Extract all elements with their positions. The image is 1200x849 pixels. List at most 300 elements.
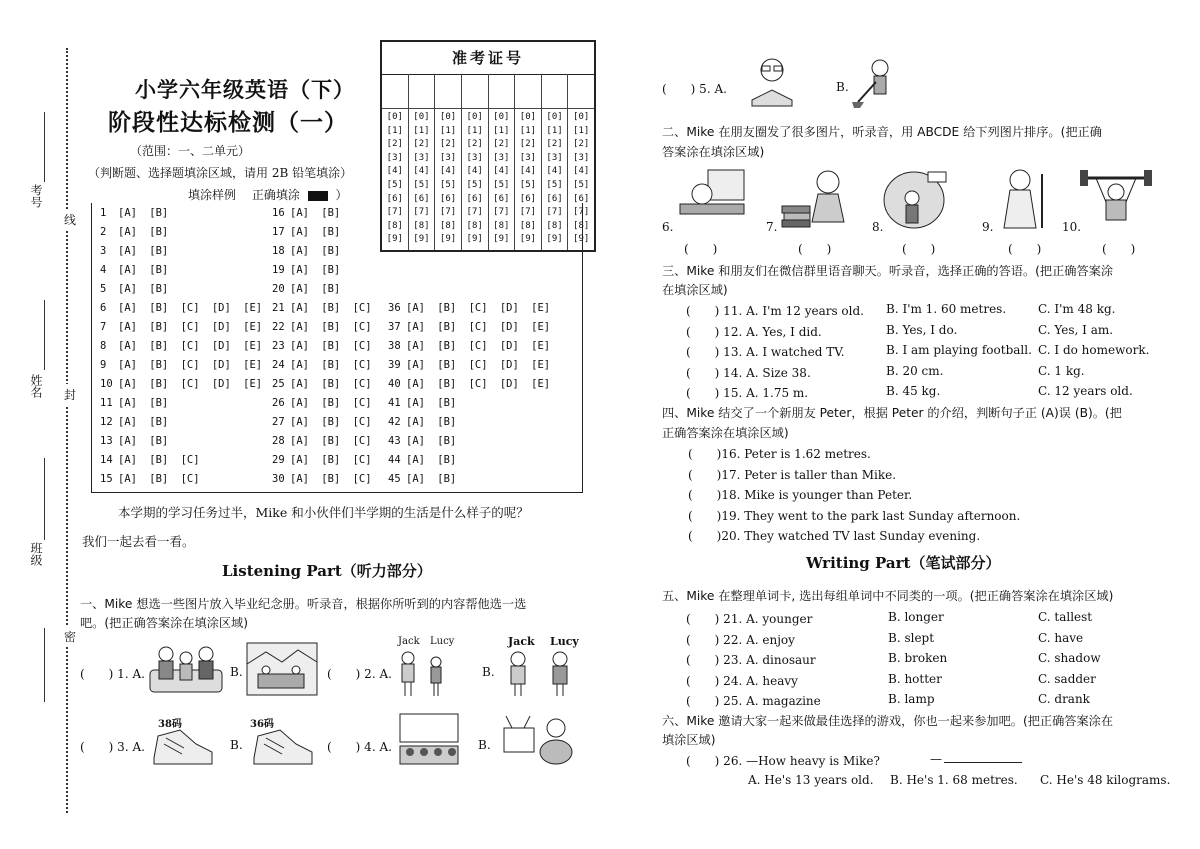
q1-label: ( ) 1. A.	[80, 667, 145, 681]
exam-id-digit-bubble[interactable]: [4]	[466, 166, 483, 177]
answer-number: 9	[100, 359, 107, 371]
answer-number: 37	[388, 321, 401, 333]
section3-line1: 三、Mike 和朋友们在微信群里语音聊天。听录音，选择正确的答语。(把正确答案涂	[662, 264, 1114, 278]
exam-id-digit-bubble[interactable]: [0]	[466, 112, 483, 122]
exam-id-digit-bubble[interactable]: [2]	[546, 139, 563, 150]
exam-id-digit-bubble[interactable]: [1]	[546, 125, 563, 136]
q13-option-c[interactable]: C. I do homework.	[1038, 343, 1150, 357]
answer-number: 1	[100, 207, 107, 219]
answer-item	[100, 321, 262, 333]
answer-item	[388, 340, 550, 352]
answer-number: 40	[388, 378, 401, 390]
boy-sweeping-picture	[850, 58, 900, 110]
answer-bubbles[interactable]: [A] [B] [C]	[290, 397, 372, 409]
section3-line2: 在填涂区域)	[662, 283, 728, 297]
answer-item	[100, 454, 200, 466]
old-man-picture	[996, 164, 1052, 232]
filled-mark-icon	[308, 191, 328, 201]
exam-id-digit-bubble[interactable]: [3]	[573, 152, 590, 163]
q11-option-c[interactable]: C. I'm 48 kg.	[1038, 302, 1116, 316]
exam-id-digit-bubble[interactable]: [5]	[573, 179, 590, 190]
answer-number: 42	[388, 416, 401, 428]
q8-blank: ( )	[902, 242, 936, 256]
answer-number: 26	[272, 397, 285, 409]
binding-dotted-line	[66, 48, 68, 813]
answer-bubbles[interactable]: [A] [B] [C]	[290, 473, 372, 485]
answer-bubbles[interactable]: [A] [B] [C] [D] [E]	[406, 378, 551, 390]
exam-id-digit-bubble[interactable]: [4]	[386, 166, 403, 177]
q26-option-a: A. He's 13 years old.	[748, 773, 874, 787]
exam-id-digit-bubble[interactable]: [9]	[546, 234, 563, 245]
sample-close: ）	[335, 188, 348, 202]
q2a-jack: Jack	[398, 636, 420, 647]
exam-id-digit-bubble[interactable]: [9]	[439, 234, 457, 245]
answer-bubbles[interactable]: [A] [B]	[118, 397, 169, 409]
answer-bubbles[interactable]: [A] [B]	[118, 264, 169, 276]
q23-option-b[interactable]: B. broken	[888, 651, 948, 665]
exam-id-digit-bubble[interactable]: [7]	[493, 207, 510, 218]
watch-tv-picture	[500, 710, 576, 768]
answer-number: 24	[272, 359, 285, 371]
exam-id-digit-bubble[interactable]: [2]	[466, 139, 483, 150]
answer-number: 41	[388, 397, 401, 409]
answer-bubbles[interactable]: [A] [B] [C]	[118, 454, 200, 466]
answer-bubbles[interactable]: [A] [B] [C] [D] [E]	[118, 359, 263, 371]
exam-id-digit-bubble[interactable]: [1]	[519, 125, 537, 136]
section2-line1: 二、Mike 在朋友圈发了很多图片，听录音，用 ABCDE 给下列图片排序。(把正确	[662, 125, 1102, 139]
exam-id-digit-bubble[interactable]: [5]	[546, 179, 563, 190]
exam-id-write-cell[interactable]	[542, 74, 568, 109]
answer-row	[100, 226, 570, 245]
intro-line1: 本学期的学习任务过半，Mike 和小伙伴们半学期的生活是什么样子的呢？	[118, 505, 529, 520]
q19-statement: ( )19. They went to the park last Sunday afternoon.	[688, 508, 1021, 523]
q26-blank-line	[944, 762, 1022, 763]
answer-number: 22	[272, 321, 285, 333]
exam-id-digit-bubble[interactable]: [2]	[573, 139, 590, 150]
answer-row	[100, 321, 570, 340]
q2b-jack: Jack	[508, 635, 535, 648]
section5-line1: 五、Mike 在整理单词卡, 选出每组单词中不同类的一项。(把正确答案涂在填涂区域)	[662, 589, 1114, 603]
exam-id-digit-bubble[interactable]: [2]	[439, 139, 457, 150]
exam-id-digit-bubble[interactable]: [1]	[413, 125, 430, 136]
exam-id-digit-bubble[interactable]: [7]	[413, 207, 430, 218]
q23-option-c[interactable]: C. shadow	[1038, 651, 1101, 665]
exam-id-digit-bubble[interactable]: [0]	[573, 112, 590, 122]
answer-number: 14	[100, 454, 113, 466]
page-title-line2: 阶段性达标检测（一）	[108, 109, 348, 136]
answer-item	[100, 397, 168, 409]
exam-id-digit-bubble[interactable]: [1]	[439, 125, 457, 136]
exam-id-digit-bubble[interactable]: [4]	[519, 166, 537, 177]
answer-bubbles[interactable]: [A] [B]	[406, 416, 457, 428]
boy-studying-picture	[672, 168, 748, 232]
answer-number: 8	[100, 340, 107, 352]
answer-row	[100, 264, 570, 283]
q7-blank: ( )	[798, 242, 832, 256]
q14-option-c[interactable]: C. 1 kg.	[1038, 363, 1085, 378]
answer-item	[100, 378, 262, 390]
exam-id-digit-bubble[interactable]: [5]	[386, 179, 403, 190]
exam-id-digit-bubble[interactable]: [8]	[519, 220, 537, 231]
exam-id-write-cell[interactable]	[462, 74, 488, 109]
answer-bubbles[interactable]: [A] [B] [C]	[290, 340, 372, 352]
q16-statement: ( )16. Peter is 1.62 metres.	[688, 447, 871, 461]
answer-item	[100, 359, 262, 371]
answer-bubbles[interactable]: [A] [B] [C] [D] [E]	[118, 302, 263, 314]
writing-heading: Writing Part（笔试部分）	[806, 554, 1001, 572]
answer-row	[100, 435, 570, 454]
answer-number: 19	[272, 264, 285, 276]
answer-bubbles[interactable]: [A] [B]	[118, 226, 169, 238]
class-label: 班级	[29, 542, 43, 566]
answer-item	[100, 473, 200, 485]
answer-number: 12	[100, 416, 113, 428]
exam-id-digit-bubble[interactable]: [8]	[546, 220, 563, 231]
exam-id-digit-bubble[interactable]: [2]	[519, 139, 537, 150]
exam-id-digit-bubble[interactable]: [4]	[573, 166, 590, 177]
answer-bubbles[interactable]: [A] [B]	[118, 245, 169, 257]
q25-question: ( ) 25. A. magazine	[686, 694, 821, 708]
name-line	[44, 300, 45, 370]
q12-option-b[interactable]: B. Yes, I do.	[886, 322, 958, 337]
section1-line2: 吧。(把正确答案涂在填涂区域)	[80, 616, 248, 630]
answer-item	[272, 264, 340, 276]
answer-row	[100, 340, 570, 359]
exam-id-digit-bubble[interactable]: [6]	[386, 193, 403, 204]
section2-line2: 答案涂在填涂区域)	[662, 145, 765, 159]
q22-option-b[interactable]: B. slept	[888, 630, 935, 645]
answer-bubbles[interactable]: [A] [B]	[406, 473, 457, 485]
jack-lucy-picture-b	[504, 650, 576, 698]
exam-id-digit-bubble[interactable]: [0]	[493, 112, 510, 122]
answer-item	[100, 226, 168, 238]
exam-id-digit-bubble[interactable]: [8]	[439, 220, 457, 231]
q17-statement: ( )17. Peter is taller than Mike.	[688, 467, 897, 482]
section6-line1: 六、Mike 邀请大家一起来做最佳选择的游戏，你也一起来参加吧。(把正确答案涂在	[662, 714, 1114, 728]
exam-id-digit-bubble[interactable]: [1]	[493, 125, 510, 136]
answer-bubbles[interactable]: [A] [B]	[406, 397, 457, 409]
q3b-size: 36码	[250, 719, 274, 730]
answer-number: 29	[272, 454, 285, 466]
q24-question: ( ) 24. A. heavy	[686, 673, 798, 688]
exam-id-digit-bubble[interactable]: [4]	[439, 166, 457, 177]
answer-bubbles[interactable]: [A] [B] [C] [D] [E]	[406, 340, 551, 352]
answer-bubbles[interactable]: [A] [B]	[118, 416, 169, 428]
answer-item	[100, 283, 168, 295]
name-label: 姓名	[29, 374, 43, 398]
answer-bubbles[interactable]: [A] [B]	[290, 283, 341, 295]
answer-number: 11	[100, 397, 113, 409]
answer-item	[272, 321, 372, 333]
answer-row	[100, 454, 570, 473]
correct-label: 正确填涂	[251, 188, 300, 202]
answer-row	[100, 416, 570, 435]
answer-bubbles[interactable]: [A] [B] [C] [D] [E]	[406, 302, 551, 314]
exam-id-digit-bubble[interactable]: [7]	[439, 207, 457, 218]
answer-item	[272, 454, 372, 466]
exam-id-digit-bubble[interactable]: [5]	[519, 179, 537, 190]
answer-item	[388, 473, 456, 485]
exam-number-line	[44, 112, 45, 182]
exam-id-digit-bubble[interactable]: [6]	[573, 193, 590, 204]
exam-id-digit-bubble[interactable]: [4]	[493, 166, 510, 177]
answer-bubbles[interactable]: [A] [B] [C] [D] [E]	[118, 321, 263, 333]
q14-question: ( ) 14. A. Size 38.	[686, 365, 811, 380]
exam-id-write-cell[interactable]	[515, 74, 541, 109]
exam-id-digit-bubble[interactable]: [2]	[413, 139, 430, 150]
exam-id-digit-bubble[interactable]: [9]	[519, 234, 537, 245]
answer-bubbles[interactable]: [A] [B] [C]	[290, 302, 372, 314]
exam-id-digit-bubble[interactable]: [9]	[413, 234, 430, 245]
section6-line2: 填涂区域)	[662, 733, 716, 747]
exam-id-digit-bubble[interactable]: [4]	[413, 166, 430, 177]
answer-bubbles[interactable]: [A] [B]	[290, 245, 341, 257]
exam-id-title: 准考证号	[382, 42, 594, 75]
q20-statement: ( )20. They watched TV last Sunday evening.	[688, 529, 981, 543]
binding-word-mi: 密	[64, 626, 76, 647]
q24-option-c[interactable]: C. sadder	[1038, 671, 1096, 686]
exam-id-digit-bubble[interactable]: [1]	[573, 125, 590, 136]
answer-bubbles[interactable]: [A] [B] [C]	[290, 454, 372, 466]
answer-item	[272, 245, 340, 257]
q23-question: ( ) 23. A. dinosaur	[686, 653, 816, 667]
exam-id-digit-bubble[interactable]: [2]	[386, 139, 403, 150]
intro-line2: 我们一起去看一看。	[82, 534, 195, 549]
exam-id-digit-bubble[interactable]: [9]	[466, 234, 483, 245]
answer-number: 44	[388, 454, 401, 466]
exam-id-digit-bubble[interactable]: [5]	[439, 179, 457, 190]
answer-bubbles[interactable]: [A] [B]	[290, 226, 341, 238]
q22-question: ( ) 22. A. enjoy	[686, 632, 795, 647]
answer-bubbles[interactable]: [A] [B]	[118, 283, 169, 295]
q4-b: B.	[478, 738, 491, 752]
answer-number: 17	[272, 226, 285, 238]
answer-item	[100, 435, 168, 447]
answer-number: 16	[272, 207, 285, 219]
q9-num: 9.	[982, 220, 994, 234]
answer-bubbles[interactable]: [A] [B] [C] [D] [E]	[118, 378, 263, 390]
answer-number: 15	[100, 473, 113, 485]
exam-id-digit-bubble[interactable]: [9]	[573, 234, 590, 245]
exam-id-digit-bubble[interactable]: [7]	[466, 207, 483, 218]
answer-item	[272, 473, 372, 485]
q21-option-c[interactable]: C. tallest	[1038, 610, 1093, 624]
exam-range: （范围：一、二单元）	[130, 144, 251, 158]
shoe-36-picture	[250, 718, 316, 772]
q26-question: ( ) 26. —How heavy is Mike?	[686, 754, 880, 768]
q26-dash: —	[930, 752, 942, 766]
answer-item	[388, 378, 550, 390]
school-line	[44, 628, 45, 702]
answer-item	[272, 416, 372, 428]
exam-id-digit-bubble[interactable]: [8]	[386, 220, 403, 231]
answer-row	[100, 378, 570, 397]
answer-bubbles[interactable]: [A] [B] [C]	[290, 378, 372, 390]
answer-item	[272, 435, 372, 447]
answer-bubbles[interactable]: [A] [B]	[290, 264, 341, 276]
jack-lucy-picture-a	[396, 650, 452, 698]
exam-id-digit-bubble[interactable]: [4]	[546, 166, 563, 177]
answer-item	[272, 302, 372, 314]
answer-item	[272, 359, 372, 371]
exam-id-digit-bubble[interactable]: [0]	[413, 112, 430, 122]
answer-number: 20	[272, 283, 285, 295]
q13-question: ( ) 13. A. I watched TV.	[686, 345, 845, 359]
answer-number: 25	[272, 378, 285, 390]
section4-line2: 正确答案涂在填涂区域)	[662, 426, 789, 440]
exam-id-digit-bubble[interactable]: [3]	[519, 152, 537, 163]
answer-bubbles[interactable]: [A] [B] [C]	[290, 416, 372, 428]
answer-row	[100, 397, 570, 416]
answer-bubbles[interactable]: [A] [B] [C] [D] [E]	[406, 359, 551, 371]
exam-id-digit-bubble[interactable]: [6]	[519, 193, 537, 204]
answer-number: 23	[272, 340, 285, 352]
q13-option-b[interactable]: B. I am playing football.	[886, 343, 1032, 357]
q5-b: B.	[836, 80, 849, 94]
q14-option-b[interactable]: B. 20 cm.	[886, 363, 944, 378]
q15-option-b[interactable]: B. 45 kg.	[886, 384, 941, 398]
exam-id-digit-bubble[interactable]: [6]	[466, 193, 483, 204]
q21-option-b[interactable]: B. longer	[888, 610, 944, 624]
exam-id-digit-bubble[interactable]: [8]	[573, 220, 590, 231]
exam-id-digit-bubble[interactable]: [3]	[386, 152, 403, 163]
answer-item	[272, 397, 372, 409]
exam-id-digit-bubble[interactable]: [3]	[546, 152, 563, 163]
answer-bubbles[interactable]: [A] [B] [C]	[290, 359, 372, 371]
exam-id-digit-bubble[interactable]: [3]	[493, 152, 510, 163]
answer-row	[100, 245, 570, 264]
answer-item	[388, 321, 550, 333]
answer-bubbles[interactable]: [A] [B]	[406, 435, 457, 447]
q1-b: B.	[230, 665, 243, 679]
q11-question: ( ) 11. A. I'm 12 years old.	[686, 304, 864, 318]
answer-row	[100, 359, 570, 378]
q6-num: 6.	[662, 220, 674, 234]
exam-id-digit-bubble[interactable]: [1]	[386, 125, 403, 136]
q4-label: ( ) 4. A.	[327, 740, 392, 754]
answer-item	[388, 454, 456, 466]
exam-id-digit-bubble[interactable]: [8]	[413, 220, 430, 231]
q11-option-b[interactable]: B. I'm 1. 60 metres.	[886, 302, 1007, 316]
exam-id-digit-bubble[interactable]: [2]	[493, 139, 510, 150]
exam-id-digit-bubble[interactable]: [1]	[466, 125, 483, 136]
exam-id-digit-bubble[interactable]: [5]	[493, 179, 510, 190]
exam-id-digit-bubble[interactable]: [6]	[439, 193, 457, 204]
answer-item	[388, 397, 456, 409]
answer-item	[272, 226, 340, 238]
q2-b: B.	[482, 665, 495, 679]
exam-id-digit-bubble[interactable]: [5]	[413, 179, 430, 190]
weightlifter-picture	[1078, 166, 1154, 232]
exam-id-digit-bubble[interactable]: [0]	[386, 112, 403, 122]
exam-id-digit-bubble[interactable]: [0]	[439, 112, 457, 122]
answer-item	[388, 302, 550, 314]
sample-label: 填涂样例	[188, 188, 237, 202]
q15-option-c[interactable]: C. 12 years old.	[1038, 384, 1133, 398]
answer-item	[272, 340, 372, 352]
answer-row	[100, 302, 570, 321]
answer-item	[100, 264, 168, 276]
exam-id-digit-bubble[interactable]: [7]	[386, 207, 403, 218]
section1-line1: 一、Mike 想选一些图片放入毕业纪念册。听录音，根据你所听到的内容帮他选一选	[80, 597, 527, 611]
exam-id-digit-bubble[interactable]: [7]	[519, 207, 537, 218]
answer-number: 43	[388, 435, 401, 447]
boy-reading-picture	[742, 56, 802, 110]
exam-id-digit-bubble[interactable]: [3]	[413, 152, 430, 163]
exam-id-digit-bubble[interactable]: [8]	[466, 220, 483, 231]
exam-id-write-cell[interactable]	[489, 74, 515, 109]
q12-question: ( ) 12. A. Yes, I did.	[686, 324, 822, 339]
q22-option-c[interactable]: C. have	[1038, 630, 1084, 645]
answer-bubbles[interactable]: [A] [B] [C]	[118, 473, 200, 485]
answer-bubbles[interactable]: [A] [B] [C] [D] [E]	[118, 340, 263, 352]
q2-label: ( ) 2. A.	[327, 667, 392, 681]
exam-id-write-cell[interactable]	[435, 74, 461, 109]
answer-number: 39	[388, 359, 401, 371]
answer-bubbles[interactable]: [A] [B]	[406, 454, 457, 466]
family-sofa-picture	[146, 640, 226, 698]
answer-number: 10	[100, 378, 113, 390]
q3-label: ( ) 3. A.	[80, 740, 145, 754]
exam-id-digit-bubble[interactable]: [7]	[573, 207, 590, 218]
exam-id-write-cell[interactable]	[409, 74, 435, 109]
q9-blank: ( )	[1008, 242, 1042, 256]
answer-item	[272, 207, 340, 219]
exam-id-digit-bubble[interactable]: [5]	[466, 179, 483, 190]
exam-id-digit-bubble[interactable]: [7]	[546, 207, 563, 218]
basketball-picture	[882, 166, 954, 232]
answer-item	[272, 378, 372, 390]
exam-id-digit-bubble[interactable]: [6]	[546, 193, 563, 204]
exam-id-write-cell[interactable]	[568, 74, 594, 109]
exam-id-digit-bubble[interactable]: [0]	[546, 112, 563, 122]
page-title-line1: 小学六年级英语（下）	[135, 77, 355, 102]
exam-id-digit-bubble[interactable]: [9]	[493, 234, 510, 245]
exam-id-digit-bubble[interactable]: [8]	[493, 220, 510, 231]
answer-bubbles[interactable]: [A] [B] [C]	[290, 321, 372, 333]
answer-row	[100, 473, 570, 492]
answer-bubbles[interactable]: [A] [B]	[118, 435, 169, 447]
class-line	[44, 458, 45, 540]
q25-option-b[interactable]: B. lamp	[888, 692, 935, 706]
q5-label: ( ) 5. A.	[662, 82, 727, 96]
answer-number: 30	[272, 473, 285, 485]
q24-option-b[interactable]: B. hotter	[888, 671, 942, 686]
q12-option-c[interactable]: C. Yes, I am.	[1038, 322, 1114, 337]
cinema-picture	[396, 712, 462, 766]
answer-number: 21	[272, 302, 285, 314]
exam-id-digit-bubble[interactable]: [9]	[386, 234, 403, 245]
answer-bubbles[interactable]: [A] [B] [C] [D] [E]	[406, 321, 551, 333]
answer-item	[100, 302, 262, 314]
fill-note: （判断题、选择题填涂区域，请用 2B 铅笔填涂）	[88, 166, 353, 180]
exam-id-digit-bubble[interactable]: [3]	[439, 152, 457, 163]
q25-option-c[interactable]: C. drank	[1038, 692, 1090, 706]
q10-blank: ( )	[1102, 242, 1136, 256]
answer-number: 3	[100, 245, 107, 257]
girl-books-picture	[778, 166, 854, 232]
answer-bubbles[interactable]: [A] [B]	[290, 207, 341, 219]
answer-number: 4	[100, 264, 107, 276]
answer-bubbles[interactable]: [A] [B] [C]	[290, 435, 372, 447]
exam-id-digit-bubble[interactable]: [3]	[466, 152, 483, 163]
answer-bubbles[interactable]: [A] [B]	[118, 207, 169, 219]
exam-id-digit-bubble[interactable]: [6]	[493, 193, 510, 204]
exam-id-digit-bubble[interactable]: [6]	[413, 193, 430, 204]
exam-id-write-cell[interactable]	[382, 74, 408, 109]
answer-number: 5	[100, 283, 107, 295]
exam-id-digit-bubble[interactable]: [0]	[519, 112, 537, 122]
